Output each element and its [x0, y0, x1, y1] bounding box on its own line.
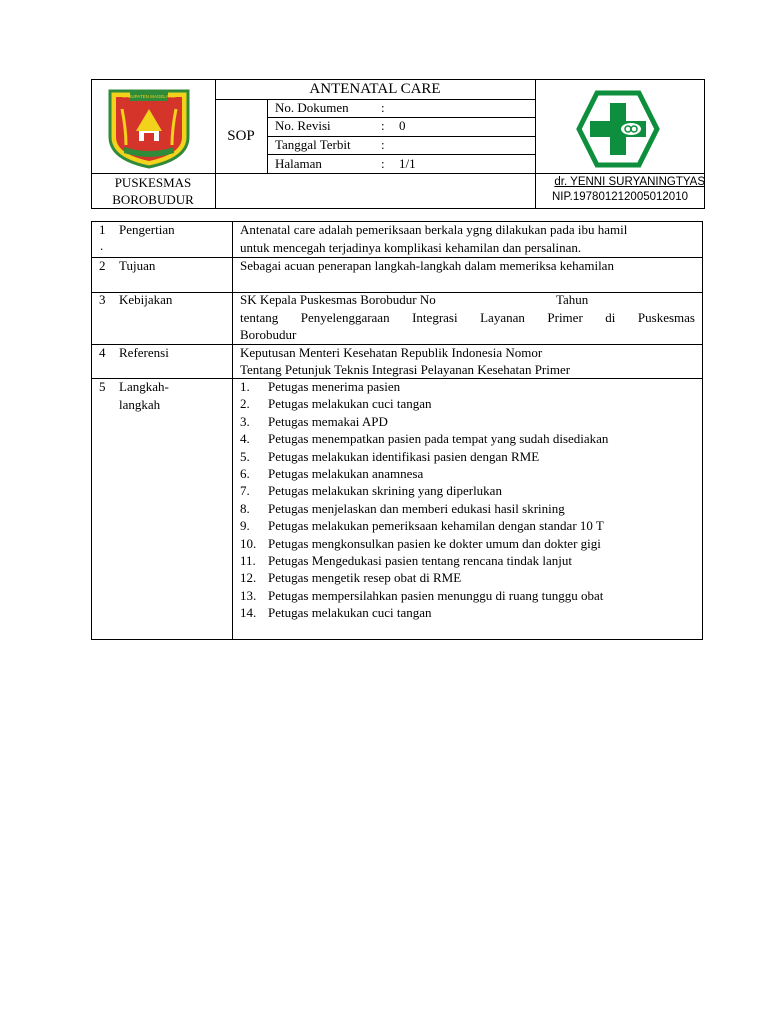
step-item	[240, 413, 608, 430]
referensi-text-1: Keputusan Menteri Kesehatan Republik Indonesia Nomor	[240, 345, 543, 360]
step-text: Petugas melakukan cuci tangan	[268, 396, 432, 412]
step-number: 2.	[240, 396, 250, 412]
section-title-pengertian: Pengertian	[119, 222, 175, 237]
step-text: Petugas mempersilahkan pasien menunggu di ruang tunggu obat	[268, 587, 604, 603]
step-number: 7.	[240, 483, 250, 499]
step-item	[240, 430, 608, 447]
step-item	[240, 604, 608, 621]
step-number: 4.	[240, 431, 250, 447]
step-text: Petugas menjelaskan dan memberi edukasi hasil skrining	[268, 500, 565, 516]
step-item	[240, 587, 608, 604]
step-text: Petugas melakukan cuci tangan	[268, 605, 432, 621]
step-number: 8.	[240, 500, 250, 516]
step-number: 12.	[240, 570, 257, 586]
page-title: ANTENATAL CARE	[309, 81, 441, 97]
step-text: Petugas melakukan anamnesa	[268, 465, 424, 481]
step-text: Petugas mengetik resep obat di RME	[268, 570, 462, 586]
step-number: 14.	[240, 605, 257, 621]
signatory-name: dr. YENNI SURYANINGTYAS	[554, 176, 705, 188]
kebijakan-text-2: tentang Penyelenggaraan Integrasi Layanan Primer di Puskesmas	[240, 310, 695, 325]
meta-sep-dokumen: :	[381, 100, 385, 115]
section-title-kebijakan: Kebijakan	[119, 292, 173, 307]
section-num-mark: .	[100, 238, 104, 253]
step-number: 1.	[240, 379, 250, 394]
step-text: Petugas melakukan skrining yang diperlukan	[268, 483, 502, 499]
step-text: Petugas Mengedukasi pasien tentang rencana tindak lanjut	[268, 552, 572, 568]
section-title-langkah-2: langkah	[119, 397, 161, 412]
meta-sep-terbit: :	[381, 137, 385, 152]
step-text: Petugas menempatkan pasien pada tempat yang sudah disediakan	[268, 431, 609, 447]
step-text: Petugas mengkonsulkan pasien ke dokter umum dan dokter gigi	[268, 535, 601, 551]
step-text: Petugas melakukan pemeriksaan kehamilan dengan standar 10 T	[268, 518, 604, 534]
step-item	[240, 482, 608, 499]
meta-label-dokumen: No. Dokumen	[275, 100, 349, 115]
step-item	[240, 552, 608, 569]
meta-value-revisi: 0	[399, 118, 406, 133]
steps-list	[240, 378, 608, 621]
step-item	[240, 500, 608, 517]
org-name-line2: BOROBUDUR	[112, 192, 194, 207]
meta-label-terbit: Tanggal Terbit	[275, 137, 351, 152]
section-num-pengertian: 1	[99, 222, 106, 237]
org-name-line1: PUSKESMAS	[114, 175, 192, 190]
step-item	[240, 517, 608, 534]
section-title-referensi: Referensi	[119, 345, 169, 360]
pengertian-text-1: Antenatal care adalah pemeriksaan berkala ygng dilakukan pada ibu hamil	[240, 222, 628, 237]
step-number: 10.	[240, 535, 257, 551]
tujuan-text: Sebagai acuan penerapan langkah-langkah dalam memeriksa kehamilan	[240, 258, 614, 273]
meta-label-revisi: No. Revisi	[275, 118, 331, 133]
step-item	[240, 448, 608, 465]
kebijakan-text-1a: SK Kepala Puskesmas Borobudur No	[240, 292, 436, 307]
header-line-title	[215, 99, 535, 100]
section-title-tujuan: Tujuan	[119, 258, 156, 273]
section-num-langkah: 5	[99, 379, 106, 394]
meta-sep-halaman: :	[381, 156, 385, 171]
step-item	[240, 535, 608, 552]
meta-value-halaman: 1/1	[399, 156, 416, 171]
pengertian-text-2: untuk mencegah terjadinya komplikasi kehamilan dan persalinan.	[240, 240, 582, 255]
sop-label: SOP	[227, 128, 255, 144]
section-title-langkah-1: Langkah-	[119, 379, 169, 394]
step-number: 3.	[240, 413, 250, 429]
content-divider	[232, 221, 233, 640]
meta-label-halaman: Halaman	[275, 156, 322, 171]
section-num-referensi: 4	[99, 345, 106, 360]
kebijakan-text-1b: Tahun	[556, 292, 589, 307]
section-num-tujuan: 2	[99, 258, 106, 273]
referensi-text-2: Tentang Petunjuk Teknis Integrasi Pelayanan Kesehatan Primer	[240, 362, 571, 377]
step-text: Petugas melakukan identifikasi pasien dengan RME	[268, 448, 540, 464]
step-item	[240, 465, 608, 482]
step-item	[240, 395, 608, 412]
step-number: 5.	[240, 448, 250, 464]
step-item	[240, 378, 608, 395]
step-number: 13.	[240, 587, 257, 603]
kabupaten-magelang-logo	[106, 89, 192, 169]
step-number: 6.	[240, 465, 250, 481]
step-number: 9.	[240, 518, 250, 534]
step-text: Petugas menerima pasien	[268, 379, 401, 394]
step-text: Petugas memakai APD	[268, 413, 388, 429]
logo-caption: KABUPATEN MAGELANG	[122, 94, 176, 99]
signatory-nip: NIP.197801212005012010	[551, 191, 688, 203]
step-number: 11.	[240, 552, 256, 568]
puskesmas-logo	[576, 90, 660, 168]
section-num-kebijakan: 3	[99, 292, 106, 307]
meta-sep-revisi: :	[381, 118, 385, 133]
step-item	[240, 569, 608, 586]
kebijakan-text-3: Borobudur	[240, 327, 297, 342]
